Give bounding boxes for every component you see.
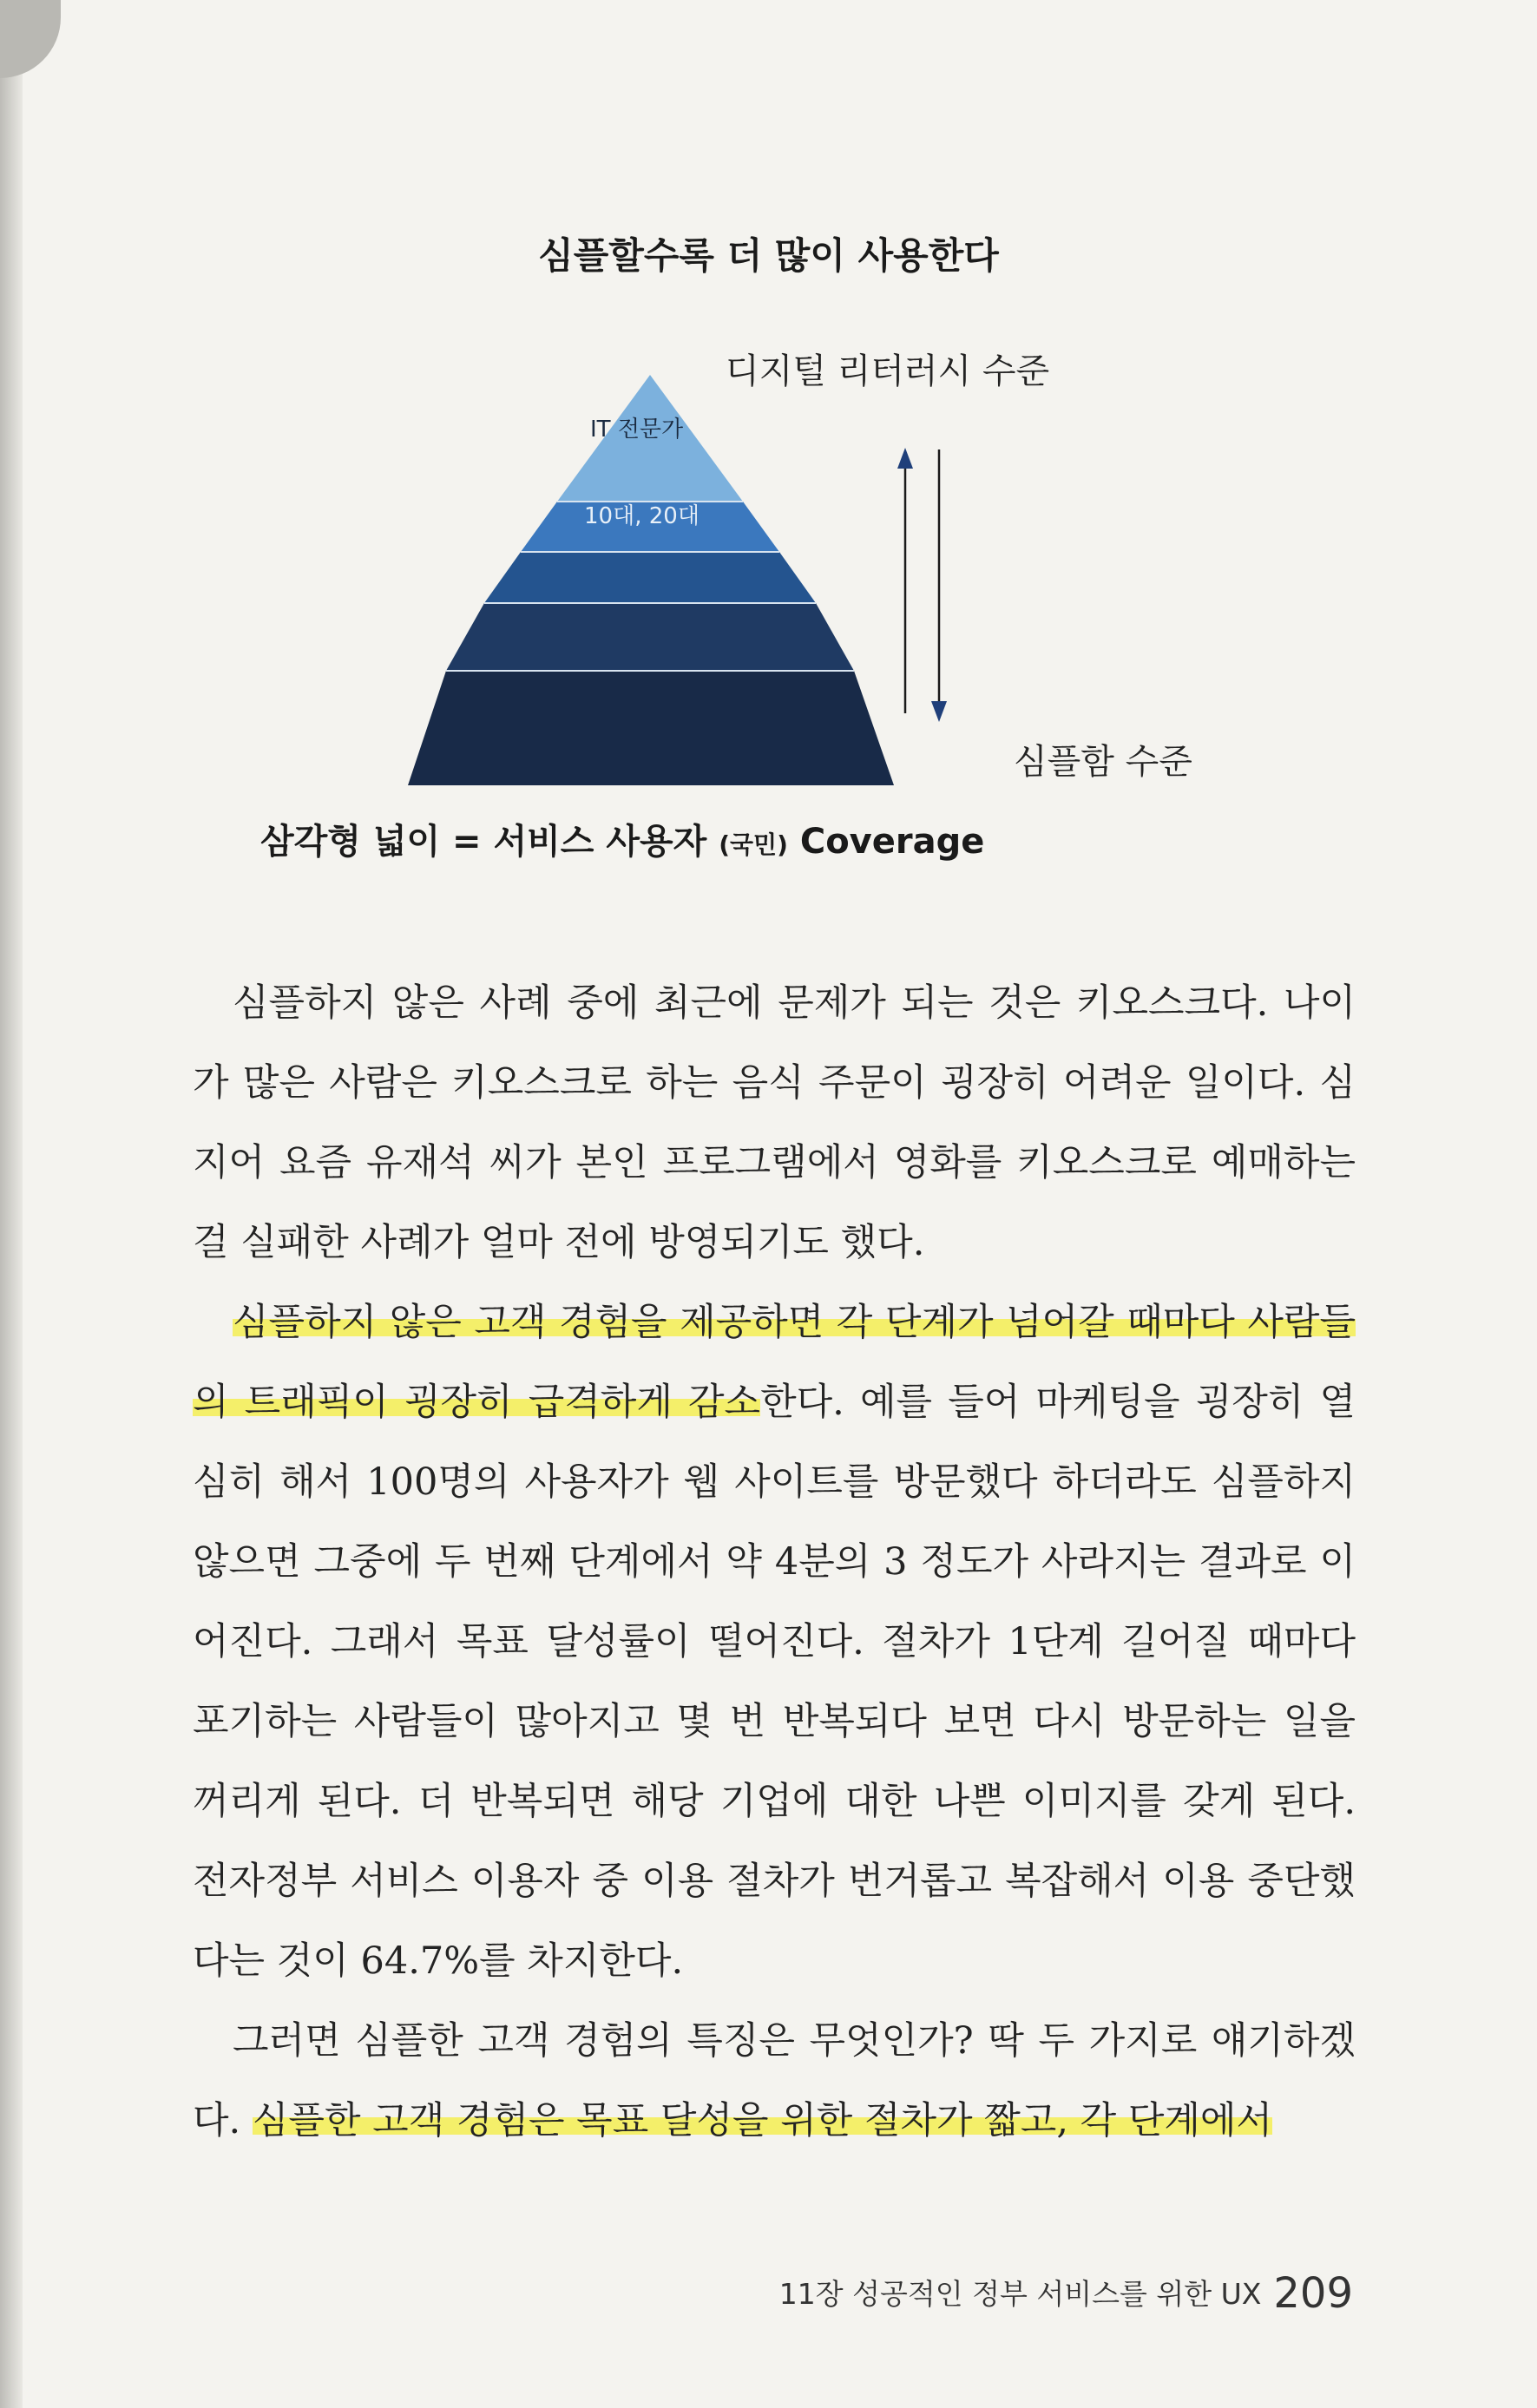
coverage-end: Coverage [799, 822, 985, 862]
layer-label-teens-twenties: 10대, 20대 [584, 503, 700, 529]
layer-label-it-experts: IT 전문가 [590, 417, 684, 443]
page-footer [779, 2269, 1353, 2318]
pyramid-layer-5 [408, 671, 894, 785]
paragraph-3 [193, 2001, 1356, 2161]
pyramid-layer-3 [484, 552, 816, 603]
coverage-caption [260, 814, 984, 863]
pyramid-diagram [0, 0, 1537, 868]
highlighted-text: 심플한 고객 경험은 목표 달성을 위한 절차가 짧고, 각 단계에서 [252, 2099, 1273, 2142]
coverage-small: (국민) [719, 830, 788, 859]
chapter-title: 11장 성공적인 정부 서비스를 위한 UX [778, 2277, 1262, 2311]
digital-literacy-label: 디지털 리터러시 수준 [726, 351, 1050, 391]
paragraph-3-start: 그러면 심플한 고객 경험의 특징은 무엇인가? 딱 두 가지로 얘기하겠다. [193, 2019, 1356, 2142]
up-arrowhead-icon [897, 448, 913, 469]
paragraph-2 [193, 1283, 1356, 2001]
pyramid-layer-4 [446, 603, 854, 671]
simplicity-level-label: 심플함 수준 [1014, 742, 1192, 782]
down-arrowhead-icon [931, 701, 947, 722]
coverage-main: 삼각형 넓이 = 서비스 사용자 [260, 822, 707, 862]
highlighted-text: 심플하지 않은 고객 경험을 제공하면 각 단계가 넘어갈 때마다 사람들의 트래픽이 굉장히 급격하게 감소 [193, 1301, 1356, 1424]
body-text [193, 963, 1356, 2161]
paragraph-1: 심플하지 않은 사례 중에 최근에 문제가 되는 것은 키오스크다. 나이가 많은 사람은 키오스크로 하는 음식 주문이 굉장히 어려운 일이다. 심지어 요즘 유재석 씨가 본인 프로그램에서 영화를 키오스크로 예매하는 걸 실패한 사례가 얼마 전에 방영되기도 했다. [193, 981, 1356, 1264]
paragraph-2-rest: 한다. 예를 들어 마케팅을 굉장히 열심히 해서 100명의 사용자가 웹 사이트를 방문했다 하더라도 심플하지 않으면 그중에 두 번째 단계에서 약 4분의 3 정도가 사라지는 결과로 이어진다. 그래서 목표 달성률이 떨어진다. 절차가 1단계 길어질 때마다 포기하는 사람들이 많아지고 몇 번 반복되다 보면 다시 방문하는 일을 꺼리게 된다. 더 반복되면 해당 기업에 대한 나쁜 이미지를 갖게 된다. 전자정부 서비스 이용자 중 이용 절차가 번거롭고 복잡해서 이용 중단했다는 것이 64.7%를 차지한다. [193, 1381, 1356, 1983]
page-number: 209 [1273, 2269, 1353, 2318]
figure-title: 심플할수록 더 많이 사용한다 [538, 234, 999, 277]
